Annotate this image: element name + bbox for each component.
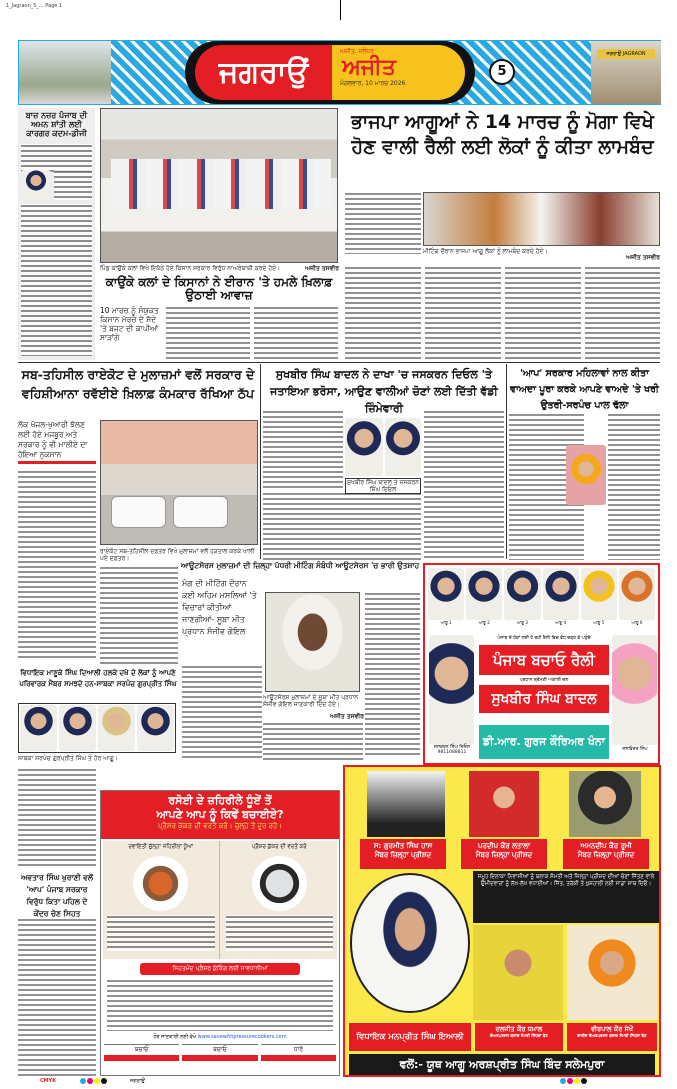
precautions-banner: ਸਿਹਤਮੰਦ ਪ੍ਰੈਸ਼ਰ ਕੁੱਕਿੰਗ ਲਈ ਸਾਵਧਾਨੀਆਂ (140, 963, 300, 975)
edition-name: ਜਗਰਾਉਂ (195, 45, 332, 100)
ad-button-label: ਧਾਰੋ (293, 1046, 303, 1053)
leader-name: ਆਗੂ 6 (631, 620, 643, 625)
article-body (21, 204, 92, 356)
story-headline[interactable]: ਅਵਤਾਰ ਸਿੰਘ ਖੁਰਾਣੀ ਵਲੋਂ 'ਆਪ' ਪੰਜਾਬ ਸਰਕਾਰ ਵਿਰੁੱਧ ਕਿਤਾ ਪਹਿਲ ਦੇ ਕੇਂਦਰ ਚੋਣ ਸਿਹਤ (20, 873, 94, 918)
member-photo (473, 925, 563, 1020)
leader-photo (466, 568, 502, 620)
panel-heading: ਰਵਾਇਤੀ ਚੁੱਲ੍ਹਾ ਜ਼ਹਿਰੀਲਾ ਧੂੰਆਂ (128, 844, 194, 850)
member-name: ਪਰਦੀਪ ਕੌਰ ਲਤਾਲਾ (477, 842, 531, 850)
main-headline[interactable]: ਭਾਜਪਾ ਆਗੂਆਂ ਨੇ 14 ਮਾਰਚ ਨੂੰ ਮੋਗਾ ਵਿਖੇ ਹੋਣ ਵਾਲੀ ਰੈਲੀ ਲਈ ਲੋਕਾਂ ਨੂੰ ਕੀਤਾ ਲਾਮਬੰਦ (351, 111, 654, 158)
member-role: ਚੇਅਰਪਰਸਨ ਬਲਾਕ ਸੰਮਤੀ ਸਿੱਧਵਾਂ ਬੇਟ (490, 1033, 548, 1039)
member-photo (569, 771, 641, 837)
candidate-phone: 9811088811 (437, 750, 467, 756)
mla-photo (350, 873, 470, 1013)
leader-photo (428, 568, 464, 620)
article-body (263, 410, 343, 490)
ad-button-label: ਬਚਾਓ (134, 1046, 149, 1053)
rally-intro: ਪੰਜਾਬ ਦੇ ਹੱਕਾਂ ਲਈ ਹੋ ਰਹੀ ਰੈਲੀ ਵਿਚ ਵੱਧ ਚੜ੍ਹ ਕੇ ਪਹੁੰਚੋ (497, 636, 591, 641)
candidate-photo (612, 635, 657, 745)
photo-caption: ਸਾਬਕਾ ਸਰਪੰਚ ਗੁਰਪ੍ਰੀਤ ਸਿੰਘ ਤੇ ਹੋਰ ਆਗੂ। (18, 755, 118, 762)
sukhbir-badal-photo (345, 418, 383, 476)
photo-credit: ਅਜੀਤ ਤਸਵੀਰ (330, 713, 364, 720)
print-slug: 1_Jagraon_5_... Page 1 (6, 3, 63, 9)
paper-name: ਅਜੀਤ (342, 55, 396, 80)
leader-photo (619, 568, 655, 620)
leader-name: ਆਗੂ 1 (440, 620, 452, 625)
candidate-name: ਜਸਵਿੰਦਰ ਸਿੰਘ (622, 747, 648, 752)
leaders-row (425, 565, 658, 631)
ad-footer-sponsor: ਵਲੋਂ:- ਯੂਥ ਆਗੂ ਅਰਸ਼ਪ੍ਰੀਤ ਸਿੰਘ ਬਿੰਦ ਸਲੇਮਪੁਰਾ (349, 1054, 655, 1075)
station-sign: ਜਗਰਾਉਂ JAGRAON (597, 49, 655, 59)
photo-caption: ਆਊਟਸੋਰਸ ਮੁਲਾਜ਼ਮਾਂ ਦੇ ਸੂਬਾ ਮੀਤ ਪ੍ਰਧਾਨ ਸੰਜੀਵ ਗੋਇਲ ਜਾਣਕਾਰੀ ਦਿੰਦੇ ਹੋਏ। (263, 694, 359, 709)
article-body (345, 266, 660, 360)
leader-name: ਆਗੂ 4 (555, 620, 567, 625)
sanjeev-goyal-photo (265, 592, 360, 692)
member-photo (567, 925, 657, 1020)
story-headline[interactable]: ਸੁਖਬੀਰ ਸਿੰਘ ਬਾਦਲ ਨੇ ਦਾਖਾ 'ਚ ਜਸਕਰਨ ਦਿਓਲ 'ਤੇ ਜਤਾਇਆ ਭਰੋਸਾ, ਆਉਣ ਵਾਲੀਆਂ ਚੋਣਾਂ ਲਈ ਦਿੱਤੀ ਵੱਡੀ ਜ਼ਿੰਮੇਵਾਰੀ (270, 368, 498, 416)
leader-name: ਆਗੂ 5 (593, 620, 605, 625)
article-body (54, 170, 92, 200)
leader-photo (59, 705, 96, 751)
jaskaran-deol-photo (385, 418, 421, 476)
greeting-message: ਸਮੂਹ ਇਲਾਕਾ ਨਿਵਾਸੀਆਂ ਨੂੰ ਬਲਾਕ ਸੰਮਤੀ ਅਤੇ ਜ਼ਿਲ੍ਹਾ ਪ੍ਰੀਸ਼ਦ ਦੀਆਂ ਚੋਣਾਂ ਜਿੱਤਣ ਵਾਲੇ ਉਮੀਦਵਾਰਾਂ ਨੂੰ ਲੱਖ-ਲੱਖ ਵਧਾਈਆਂ। ਜਿੱਤ, ਤਰੱਕੀ ਤੇ ਖੁਸ਼ਹਾਲੀ ਲਈ ਸਾਡਾ ਸਾਥ ਦਿਓ। (473, 871, 659, 923)
column-rule (506, 364, 507, 559)
article-body (100, 566, 178, 666)
story-bullet: 10 ਮਾਰਚ ਨੂੰ ਸੰਯੁਕਤ ਕਿਸਾਨ ਮੋਰਚੇ ਦੇ ਸੱਦੇ 'ਤੇ ਬਜਟ ਦੀ ਕਾਪੀਆਂ ਸਾੜਾਂਗੇ (100, 306, 159, 342)
member-role: ਮੈਂਬਰ ਜ਼ਿਲ੍ਹਾ ਪ੍ਰੀਸ਼ਦ (475, 850, 533, 859)
color-registration-dots (80, 1078, 107, 1084)
rally-sub: ਪ੍ਰਧਾਨ ਸ਼੍ਰੋਮਣੀ ਅਕਾਲੀ ਦਲ (519, 678, 569, 683)
story-headline[interactable]: ਸਬ-ਤਹਿਸੀਲ ਰਾਏਕੋਟ ਦੇ ਮੁਲਾਜ਼ਮਾਂ ਵਲੋਂ ਸਰਕਾਰ ਦੇ ਵਹਿਸ਼ੀਆਨਾ ਰਵੱਈਏ ਖ਼ਿਲਾਫ਼ ਕੰਮਕਾਰ ਰੱਖਿਆ ਠੱਪ (21, 367, 255, 401)
article-body (365, 592, 420, 757)
photo-credit: ਅਜੀਤ ਤਸਵੀਰ (305, 265, 339, 272)
rally-title: ਪੰਜਾਬ ਬਚਾਓ ਰੈਲੀ (479, 645, 609, 675)
photo-caption: ਰਾਏਕੋਟ ਸਬ-ਤਹਿਸੀਲ ਦਫ਼ਤਰ ਵਿਖੇ ਮੁਲਾਜ਼ਮਾਂ ਵਲੋਂ ਹੜਤਾਲ ਕਰਕੇ ਖਾਲੀ ਪਏ ਦਫ਼ਤਰ। (100, 548, 255, 563)
chulha-illustration (133, 856, 188, 911)
leader-name: ਆਗੂ 3 (516, 620, 528, 625)
story-headline[interactable]: ਆਊਟਸੋਰਸ ਮੁਲਾਜ਼ਮਾਂ ਦੀ ਜ਼ਿਲ੍ਹਾ ਪੱਧਰੀ ਮੀਟਿੰਗ ਸੰਬੰਧੀ ਆਊਟਸੋਰਸ 'ਚ ਭਾਰੀ ਉਤਸ਼ਾਹ (180, 561, 420, 570)
congratulation-advertisement (343, 765, 661, 1077)
person-photo (21, 170, 51, 200)
photo-caption: ਪਿੰਡ ਕਾਉਂਕੇ ਕਲਾਂ ਵਿਖੇ ਇਕੱਠੇ ਹੋਏ ਕਿਸਾਨ ਸਰਕਾਰ ਵਿਰੁੱਧ ਨਾਅਰੇਬਾਜ਼ੀ ਕਰਦੇ ਹੋਏ। (100, 265, 281, 272)
tagline: ਅਜੀਤ, ਜਲੰਧਰ (340, 48, 375, 55)
rally-leader: ਸੁਖਬੀਰ ਸਿੰਘ ਬਾਦਲ (479, 685, 609, 713)
article-body (424, 410, 504, 560)
story-bullet: ਲੋਕ ਖੱਜਲ-ਖੁਆਰੀ ਝੱਲਣ ਲਈ ਹੋਏ ਮਜਬੂਰ ਅਤੇ ਸਰਕਾਰ ਨੂੰ ਵੀ ਮਾਲੀਏ ਦਾ ਹੋਇਆ ਨੁਕਸਾਨ (18, 420, 96, 464)
article-body (21, 144, 92, 172)
sub-tehsil-office-photo (100, 420, 258, 545)
registration-mark (340, 0, 341, 20)
photo-caption: ਸੁਖਬੀਰ ਸਿੰਘ ਬਾਦਲ ਤੇ ਜਸਕਰਨ ਸਿੰਘ ਦਿਓਲ (345, 478, 421, 494)
ad-body (107, 979, 333, 1031)
panel-heading: ਪ੍ਰੈਸ਼ਰ ਕੁੱਕਰ ਦੀ ਵਰਤੋਂ ਕਰੋ (251, 844, 307, 850)
candidate-photo (429, 635, 474, 745)
article-body (345, 192, 421, 254)
rally-advertisement (423, 563, 660, 765)
jagraon-sign-photo (591, 41, 661, 104)
ad-button-label: ਬਚਾਓ (213, 1046, 227, 1053)
article-body (182, 665, 262, 760)
mla-name: ਵਿਧਾਇਕ ਮਨਪ੍ਰੀਤ ਸਿੰਘ ਇਆਲੀ (349, 1023, 471, 1051)
member-photo (367, 771, 445, 837)
article-body (18, 470, 96, 660)
footer-label: ਜਗਰਾਉਂ (130, 1078, 145, 1084)
ad-subtitle: ਪ੍ਰੈਸ਼ਰ ਕੁੱਕਰ ਦੀ ਵਰਤੋਂ ਕਰੋ। ਚੁੱਲ੍ਹੇ ਤੋਂ ਦੂਰ ਰਹੋ। (158, 822, 282, 830)
url-prefix: ਹੋਰ ਜਾਣਕਾਰੀ ਲਈ ਵੇਖੋ (153, 1034, 197, 1040)
issue-date: ਮੰਗਲਵਾਰ, 10 ਮਾਰਚ 2026 (340, 80, 406, 87)
sarpanch-photo (566, 445, 606, 505)
farmers-protest-photo (100, 108, 338, 263)
member-name: ਸ: ਗੁਰਮੀਤ ਸਿੰਘ ਹਾਂਸ (373, 842, 433, 850)
kitchen-smoke-advertisement (100, 790, 340, 1076)
member-role: ਮੈਂਬਰ ਜ਼ਿਲ੍ਹਾ ਪ੍ਰੀਸ਼ਦ (374, 850, 432, 859)
article-body (263, 722, 363, 762)
leader-photo (581, 568, 617, 620)
member-name: ਵੀਰਪਾਲ ਕੌਰ ਸੇਖੋਂ (591, 1025, 633, 1033)
leader-photo (20, 705, 57, 751)
member-role: ਵਾਈਸ ਚੇਅਰਪਰਸਨ ਬਲਾਕ ਸੰਮਤੀ ਸਿੱਧਵਾਂ ਬੇਟ (577, 1033, 647, 1039)
leader-name: ਆਗੂ 2 (478, 620, 490, 625)
temple-photo (19, 41, 111, 104)
cmyk-label: CMYK (40, 1078, 57, 1084)
column-rule (260, 364, 261, 559)
ad-bullets (226, 915, 334, 951)
masthead (18, 40, 661, 105)
masthead-oval (185, 41, 475, 104)
story-headline[interactable]: ਕਾਉਂਕੇ ਕਲਾਂ ਦੇ ਕਿਸਾਨਾਂ ਨੇ ਈਰਾਨ 'ਤੇ ਹਮਲੇ ਖ਼ਿਲਾਫ਼ ਉਠਾਈ ਆਵਾਜ਼ (105, 275, 333, 303)
article-body (18, 918, 96, 1076)
divider (18, 362, 660, 363)
photo-credit: ਅਜੀਤ ਤਸਵੀਰ (626, 254, 660, 261)
ad-bullets (107, 915, 215, 951)
photo-caption: ਮੀਟਿੰਗ ਦੌਰਾਨ ਭਾਜਪਾ ਆਗੂ ਲੋਕਾਂ ਨੂੰ ਲਾਮਬੰਦ ਕਰਦੇ ਹੋਏ। (423, 248, 548, 255)
color-registration-dots (560, 1078, 587, 1084)
left-col-headline: ਬਾਜ਼ ਨਜ਼ਰ ਪੰਜਾਬ ਦੀ ਅਮਨ ਸ਼ਾਂਤੀ ਲਈ ਕਾਰਗਰ ਕਦਮ-ਡੀਜੀ (25, 111, 88, 139)
article-body (18, 768, 96, 868)
bjp-meeting-photo (423, 192, 660, 246)
member-name: ਅਮਨਦੀਪ ਕੌਰ ਰੂਮੀ (580, 842, 632, 850)
left-column-box (18, 108, 95, 360)
leader-photo (543, 568, 579, 620)
rally-guest: ਡੀ.ਆਰ. ਗੁਰਜ ਕੌਰਿਅਰ ਖੰਨਾ (479, 725, 609, 759)
leader-photo (504, 568, 540, 620)
leader-photo (98, 705, 135, 751)
article-body (254, 306, 338, 360)
ad-title: ਆਪਣੇ ਆਪ ਨੂੰ ਕਿਵੇਂ ਬਚਾਈਏ? (156, 808, 284, 821)
story-headline[interactable]: 'ਆਪ' ਸਰਕਾਰ ਮਹਿਲਾਵਾਂ ਨਾਲ ਕੀਤਾ ਵਾਅਦਾ ਪੂਰਾ ਕਰਕੇ ਆਪਣੇ ਵਾਅਦੇ 'ਤੇ ਖਰੀ ਉਤਰੀ-ਸਰਪੰਚ ਪਾਲ ਢੱਲਾ (510, 368, 659, 412)
story-bullet: ਮੰਗ ਦੀ ਮੀਟਿੰਗ ਦੌਰਾਨ ਕਈ ਅਹਿਮ ਮਸਲਿਆਂ 'ਤੇ ਵਿਚਾਰਾਂ ਕੀਤੀਆਂ ਜਾਣਗੀਆਂ- ਸੂਬਾ ਮੀਤ ਪ੍ਰਧਾਨ ਸੰਜੀਵ ਗੋਇਲ (182, 579, 257, 636)
member-role: ਮੈਂਬਰ ਜ਼ਿਲ੍ਹਾ ਪ੍ਰੀਸ਼ਦ (577, 850, 635, 859)
member-photo (469, 771, 539, 837)
article-body (263, 492, 421, 560)
member-name: ਦਲਜੀਤ ਕੌਰ ਧਮਾਲ (495, 1025, 543, 1033)
story-headline[interactable]: ਵਿਧਾਇਕ ਮਾਣੂਕੇ ਸਿੰਘ ਦਿਆਲੀ ਹਲਕੇ ਦਖੇ ਦੇ ਲੋਕਾਂ ਨੂੰ ਆਪਣੇ ਪਰਿਵਾਰਕ ਮੈਂਬਰ ਸਮਝਦੇ ਹਨ-ਸਾਬਕਾ ਸਰਪੰਚ ਗੁਰਪ੍ਰੀਤ ਸਿੰਘ (19, 669, 177, 689)
article-body (166, 306, 250, 360)
ad-title: ਰਸੋਈ ਦੇ ਜ਼ਹਿਰੀਲੇ ਧੂੰਏਂ ਤੋਂ (168, 794, 272, 807)
leader-photo (137, 705, 174, 751)
ad-url[interactable]: www.savewithpressurecookers.com (197, 1034, 287, 1040)
article-body (608, 413, 660, 560)
pressure-cooker-illustration (252, 856, 307, 911)
page-number: 5 (489, 59, 515, 85)
leaders-photo-strip (18, 703, 176, 753)
candidate-name: ਜਸਕਰਨ ਸਿੰਘ ਦਿਓਲ (434, 745, 470, 750)
